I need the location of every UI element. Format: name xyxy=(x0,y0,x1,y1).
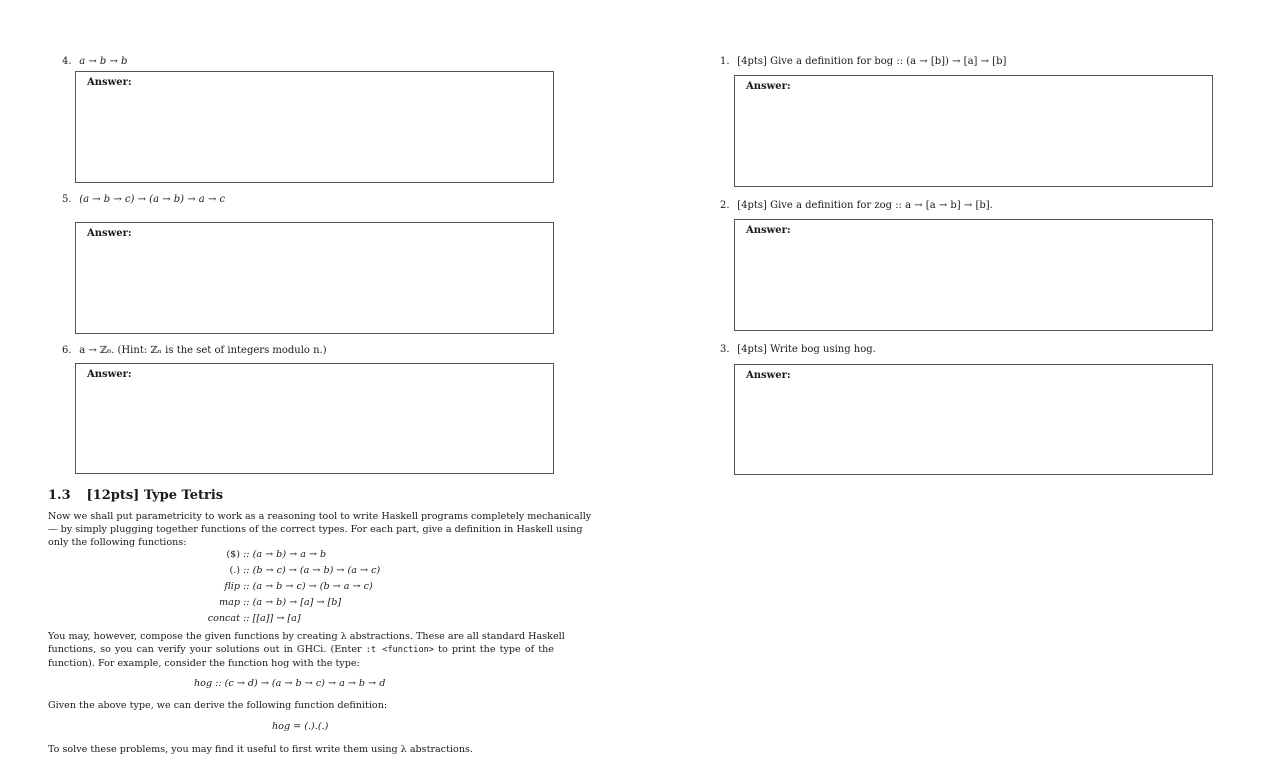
question-5 xyxy=(62,194,225,206)
function-type: :: [[a]] → [a] xyxy=(243,613,301,624)
compose-line: You may, however, compose the given functions by creating λ abstractions. These are all standard Haskell xyxy=(48,631,565,642)
question-text: a → ℤ₆. (Hint: ℤₙ is the set of integers modulo n.) xyxy=(79,345,327,356)
function-list xyxy=(171,547,380,627)
answer-box-5[interactable] xyxy=(75,222,554,334)
question-number: 6. xyxy=(62,345,72,356)
function-name: map xyxy=(219,597,240,608)
question-number: 1. xyxy=(720,56,730,67)
answer-box-3[interactable] xyxy=(734,364,1213,475)
section-number: 1.3 xyxy=(48,488,71,503)
function-type: :: (b → c) → (a → b) → (a → c) xyxy=(243,565,381,576)
answer-label: Answer: xyxy=(746,225,791,236)
question-6 xyxy=(62,345,327,357)
answer-label: Answer: xyxy=(87,228,132,239)
intro-line: Now we shall put parametricity to work as a reasoning tool to write Haskell programs completely mechanically xyxy=(48,511,592,522)
hog-type-equation: hog :: (c → d) → (a → b → c) → a → b → d xyxy=(194,678,386,689)
answer-label: Answer: xyxy=(746,81,791,92)
answer-label: Answer: xyxy=(746,370,791,381)
question-text: [4pts] Give a definition for zog :: a → [a → b] → [b]. xyxy=(737,200,993,211)
function-signature xyxy=(171,595,380,611)
function-signature xyxy=(171,563,380,579)
function-type: :: (a → b → c) → (b → a → c) xyxy=(243,581,373,592)
intro-line: — by simply plugging together functions of the correct types. For each part, give a definition in Haskell using xyxy=(48,524,583,535)
intro-paragraph xyxy=(48,510,592,549)
given-text: Given the above type, we can derive the following function definition: xyxy=(48,700,388,711)
function-name: concat xyxy=(207,613,240,624)
ghci-command: :t <function> xyxy=(365,645,435,655)
answer-label: Answer: xyxy=(87,77,132,88)
question-number: 4. xyxy=(62,56,72,67)
section-heading xyxy=(48,488,223,503)
question-3 xyxy=(720,344,876,356)
answer-box-2[interactable] xyxy=(734,219,1213,331)
function-signature xyxy=(171,547,380,563)
question-1 xyxy=(720,56,1006,68)
compose-line xyxy=(48,643,554,657)
question-4 xyxy=(62,56,127,68)
function-name: (.) xyxy=(229,565,240,576)
compose-paragraph xyxy=(48,630,565,670)
question-2 xyxy=(720,200,993,212)
question-text: [4pts] Write bog using hog. xyxy=(737,344,876,355)
question-number: 5. xyxy=(62,194,72,205)
question-number: 3. xyxy=(720,344,730,355)
answer-label: Answer: xyxy=(87,369,132,380)
function-signature xyxy=(171,579,380,595)
function-name: ($) xyxy=(226,549,240,560)
answer-box-6[interactable] xyxy=(75,363,554,474)
compose-line-text: functions, so you can verify your solutions out in GHCi. (Enter xyxy=(48,644,362,655)
function-name: flip xyxy=(224,581,240,592)
question-text: (a → b → c) → (a → b) → a → c xyxy=(79,194,226,205)
answer-box-1[interactable] xyxy=(734,75,1213,187)
function-signature xyxy=(171,611,380,627)
question-text: a → b → b xyxy=(79,56,128,67)
section-title: [12pts] Type Tetris xyxy=(86,488,224,503)
compose-line: function). For example, consider the function hog with the type: xyxy=(48,658,360,669)
answer-box-4[interactable] xyxy=(75,71,554,183)
function-type: :: (a → b) → a → b xyxy=(243,549,327,560)
function-type: :: (a → b) → [a] → [b] xyxy=(243,597,342,608)
compose-line-text: to print the type of the xyxy=(438,644,554,655)
solve-text: To solve these problems, you may find it useful to first write them using λ abstractions. xyxy=(48,744,473,755)
question-number: 2. xyxy=(720,200,730,211)
hog-definition: hog = (.).(.) xyxy=(272,721,329,732)
intro-line: only the following functions: xyxy=(48,537,187,548)
question-text: [4pts] Give a definition for bog :: (a → [b]) → [a] → [b] xyxy=(737,56,1007,67)
